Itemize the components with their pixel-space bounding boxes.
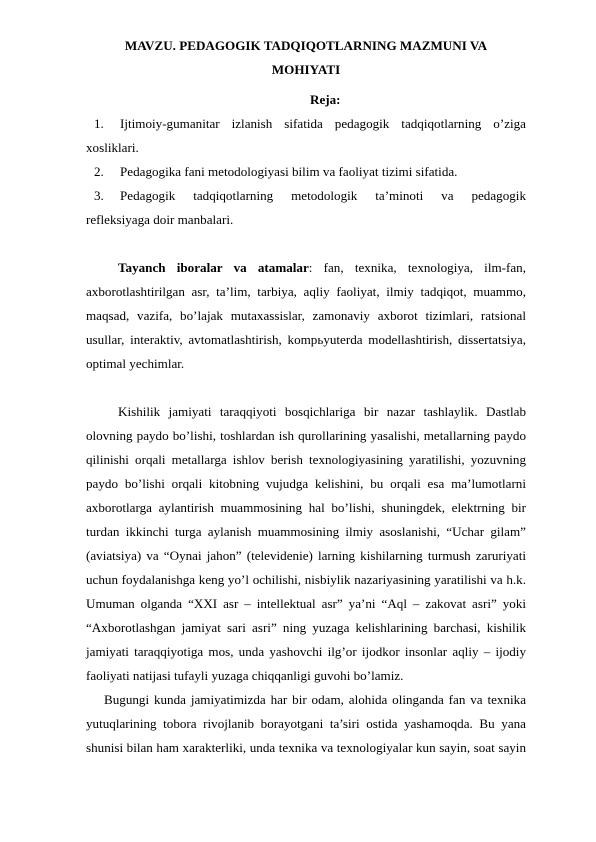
document-title-line-1: MAVZU. PEDAGOGIK TADQIQOTLARNING MAZMUNI VA bbox=[124, 38, 488, 53]
plan-item-number: 2. bbox=[94, 164, 104, 179]
plan-item-text: Pedagogika fani metodologiyasi bilim va faoliyat tizimi sifatida. bbox=[120, 164, 458, 179]
paragraph-2-line-2: yutuqlarining tobora rivojlanib borayotgani ta’siri ostida yashamoqda. Bu yana bbox=[86, 716, 526, 731]
paragraph-1-line-6: turdan ikkinchi turga aylanish muammosining ilmiy asoslanishi, “Uchar gilam” bbox=[86, 524, 526, 539]
plan-item-3 bbox=[86, 184, 526, 208]
keywords-line-1 bbox=[118, 256, 526, 280]
document-title-line-2: MOHIYATI bbox=[271, 62, 341, 77]
keywords-line-2: axborotlashtirilgan asr, ta’lim, tarbiya, aqliy faoliyat, ilmiy tadqiqot, muammo, bbox=[86, 284, 526, 299]
plan-item-1 bbox=[86, 112, 526, 136]
keywords-line-5: optimal yechimlar. bbox=[86, 356, 185, 371]
paragraph-1-line-5: axborotlarga aylantirish muammosining hal bo’lishi, shuningdek, elektrning bir bbox=[86, 500, 526, 515]
paragraph-2-line-3: shunisi bilan ham xarakterliki, unda texnika va texnologiyalar kun sayin, soat sayin bbox=[86, 740, 526, 755]
paragraph-1-line-9: Umuman olganda “XXI asr – intellektual asr” ya’ni “Aql – zakovat asri” yoki bbox=[86, 596, 526, 611]
paragraph-1-line-11: jamiyati taraqqiyotiga mos, unda yashovchi ilg’or ijodkor insonlar aqliy – ijodiy bbox=[86, 644, 526, 659]
keywords-label: Tayanch iboralar va atamalar bbox=[118, 260, 309, 275]
paragraph-1-line-12: faoliyati natijasi tufayli yuzaga chiqqanligi guvohi bo’lamiz. bbox=[86, 668, 404, 683]
paragraph-1-line-3: qilinishi orqali metallarga ishlov berish texnologiyasining yaratilishi, yozuvning bbox=[86, 452, 526, 467]
keywords-line-4: usullar, interaktiv, avtomatlashtirish, kompьyuterda modellashtirish, dissertatsiya, bbox=[86, 332, 526, 347]
plan-item-text: Pedagogik tadqiqotlarning metodologik ta’minoti va pedagogik bbox=[120, 188, 526, 203]
paragraph-1-line-10: “Axborotlashgan jamiyat sari asri” ning yuzaga kelishlarining barchasi, kishilik bbox=[86, 620, 526, 635]
paragraph-1-line-8: uchun foydalanishga keng yo’l ochilishi, nisbiylik nazariyasining yaratilishi va h.k. bbox=[86, 572, 526, 587]
keywords-text: : fan, texnika, texnologiya, ilm-fan, bbox=[308, 260, 526, 275]
paragraph-1-line-7: (aviatsiya) va “Oynai jahon” (televidenie) larning kishilarning turmush zaruriyati bbox=[86, 548, 526, 563]
paragraph-1-line-2: olovning paydo bo’lishi, toshlardan ish qurollarining yasalishi, metallarning paydo bbox=[86, 428, 526, 443]
plan-item-number: 1. bbox=[94, 116, 104, 131]
plan-item-1-continuation: xosliklari. bbox=[86, 140, 139, 155]
plan-item-number: 3. bbox=[94, 188, 104, 203]
paragraph-2-line-1: Bugungi kunda jamiyatimizda har bir odam, alohida olinganda fan va texnika bbox=[104, 692, 526, 707]
paragraph-1-line-1: Kishilik jamiyati taraqqiyoti bosqichlariga bir nazar tashlaylik. Dastlab bbox=[118, 404, 526, 419]
keywords-line-3: maqsad, vazifa, bo’lajak mutaxassislar, zamonaviy axborot tizimlari, ratsional bbox=[86, 308, 526, 323]
plan-heading: Reja: bbox=[310, 92, 341, 107]
plan-item-text: Ijtimoiy-gumanitar izlanish sifatida pedagogik tadqiqotlarning o’ziga bbox=[120, 116, 526, 131]
plan-item-3-continuation: refleksiyaga doir manbalari. bbox=[86, 212, 234, 227]
paragraph-1-line-4: paydo bo’lishi orqali kitobning vujudga kelishini, bu orqali esa ma’lumotlarni bbox=[86, 476, 526, 491]
plan-item-2 bbox=[86, 160, 526, 184]
